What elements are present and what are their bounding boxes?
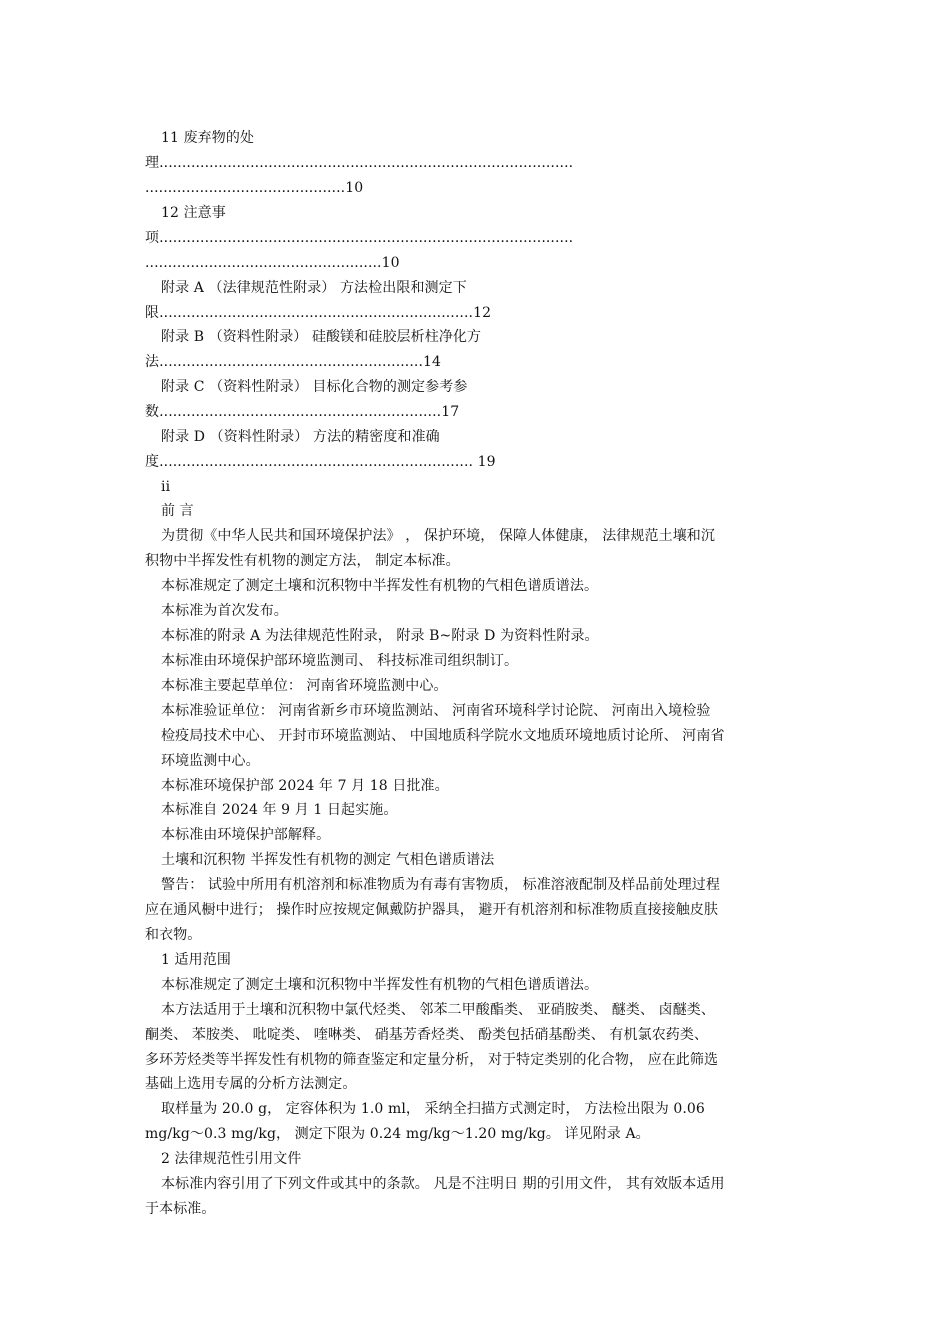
paragraph-line: 本标准自 2024 年 9 月 1 日起实施。 xyxy=(161,802,398,818)
paragraph-line: 本标准环境保护部 2024 年 7 月 18 日批准。 xyxy=(161,778,449,794)
paragraph-line: 本标准规定了测定土壤和沉积物中半挥发性有机物的气相色谱质谱法。 xyxy=(161,977,599,993)
page-number: ii xyxy=(161,479,171,495)
toc-entry-appendix-c-title: 附录 C （资料性附录） 目标化合物的测定参考参 xyxy=(161,379,468,395)
paragraph-line: 基础上选用专属的分析方法测定。 xyxy=(145,1076,357,1092)
toc-entry-11-title: 11 废弃物的处 xyxy=(161,130,255,146)
toc-entry-appendix-d-page: 度..................................................................... 19 xyxy=(145,454,496,470)
toc-entry-appendix-a-page: 限.....................................................................12 xyxy=(145,305,492,321)
section-heading-scope: 1 适用范围 xyxy=(161,952,231,968)
toc-entry-12-page: ....................................................10 xyxy=(145,255,400,271)
paragraph-line: 本标准主要起草单位： 河南省环境监测中心。 xyxy=(161,678,448,694)
toc-entry-appendix-c-page: 数..............................................................17 xyxy=(145,404,460,420)
paragraph-line: 取样量为 20.0 g， 定容体积为 1.0 ml， 采纳全扫描方式测定时， 方法检出限为 0.06 xyxy=(161,1101,705,1117)
standard-title: 土壤和沉积物 半挥发性有机物的测定 气相色谱质谱法 xyxy=(161,852,495,868)
paragraph-line: 于本标准。 xyxy=(145,1201,216,1217)
paragraph-line: 环境监测中心。 xyxy=(161,753,260,769)
paragraph-line: 多环芳烃类等半挥发性有机物的筛查鉴定和定量分析， 对于特定类别的化合物， 应在此筛选 xyxy=(145,1052,719,1068)
toc-entry-12-leader: 项........................................................................................... xyxy=(145,230,574,246)
paragraph-line: 本标准由环境保护部解释。 xyxy=(161,827,331,843)
section-heading-references: 2 法律规范性引用文件 xyxy=(161,1151,302,1167)
foreword-heading: 前 言 xyxy=(161,503,194,519)
toc-entry-11-page: ............................................10 xyxy=(145,180,364,196)
toc-entry-appendix-b-page: 法..........................................................14 xyxy=(145,354,442,370)
toc-entry-appendix-b-title: 附录 B （资料性附录） 硅酸镁和硅胶层析柱净化方 xyxy=(161,329,482,345)
paragraph-line: 本方法适用于土壤和沉积物中氯代烃类、 邻苯二甲酸酯类、 亚硝胺类、 醚类、 卤醚类、 xyxy=(161,1002,715,1018)
paragraph-line: 本标准规定了测定土壤和沉积物中半挥发性有机物的气相色谱质谱法。 xyxy=(161,578,599,594)
paragraph-line: 检疫局技术中心、 开封市环境监测站、 中国地质科学院水文地质环境地质讨论所、 河南省 xyxy=(161,728,725,744)
paragraph-line: 本标准验证单位： 河南省新乡市环境监测站、 河南省环境科学讨论院、 河南出入境检验 xyxy=(161,703,711,719)
paragraph-line: 本标准由环境保护部环境监测司、 科技标准司组织制订。 xyxy=(161,653,519,669)
paragraph-line: 积物中半挥发性有机物的测定方法， 制定本标准。 xyxy=(145,553,460,569)
paragraph-line: 本标准为首次发布。 xyxy=(161,603,288,619)
warning-line: 应在通风橱中进行； 操作时应按规定佩戴防护器具， 避开有机溶剂和标准物质直接接触皮肤 xyxy=(145,902,719,918)
warning-line: 警告： 试验中所用有机溶剂和标准物质为有毒有害物质， 标准溶液配制及样品前处理过程 xyxy=(161,877,720,893)
paragraph-line: 酮类、 苯胺类、 吡啶类、 喹啉类、 硝基芳香烃类、 酚类包括硝基酚类、 有机氯农药类、 xyxy=(145,1027,709,1043)
paragraph-line: 本标准内容引用了下列文件或其中的条款。 凡是不注明日 期的引用文件， 其有效版本适用 xyxy=(161,1176,725,1192)
paragraph-line: mg/kg～0.3 mg/kg， 测定下限为 0.24 mg/kg～1.20 mg/kg。 详见附录 A。 xyxy=(145,1126,650,1142)
paragraph-line: 本标准的附录 A 为法律规范性附录， 附录 B~附录 D 为资料性附录。 xyxy=(161,628,599,644)
warning-line: 和衣物。 xyxy=(145,927,202,943)
toc-entry-12-title: 12 注意事 xyxy=(161,205,226,221)
toc-entry-appendix-a-title: 附录 A （法律规范性附录） 方法检出限和测定下 xyxy=(161,280,467,296)
toc-entry-appendix-d-title: 附录 D （资料性附录） 方法的精密度和准确 xyxy=(161,429,440,445)
paragraph-line: 为贯彻《中华人民共和国环境保护法》 ， 保护环境， 保障人体健康， 法律规范土壤和沉 xyxy=(161,528,715,544)
toc-entry-11-leader: 理........................................................................................... xyxy=(145,155,574,171)
